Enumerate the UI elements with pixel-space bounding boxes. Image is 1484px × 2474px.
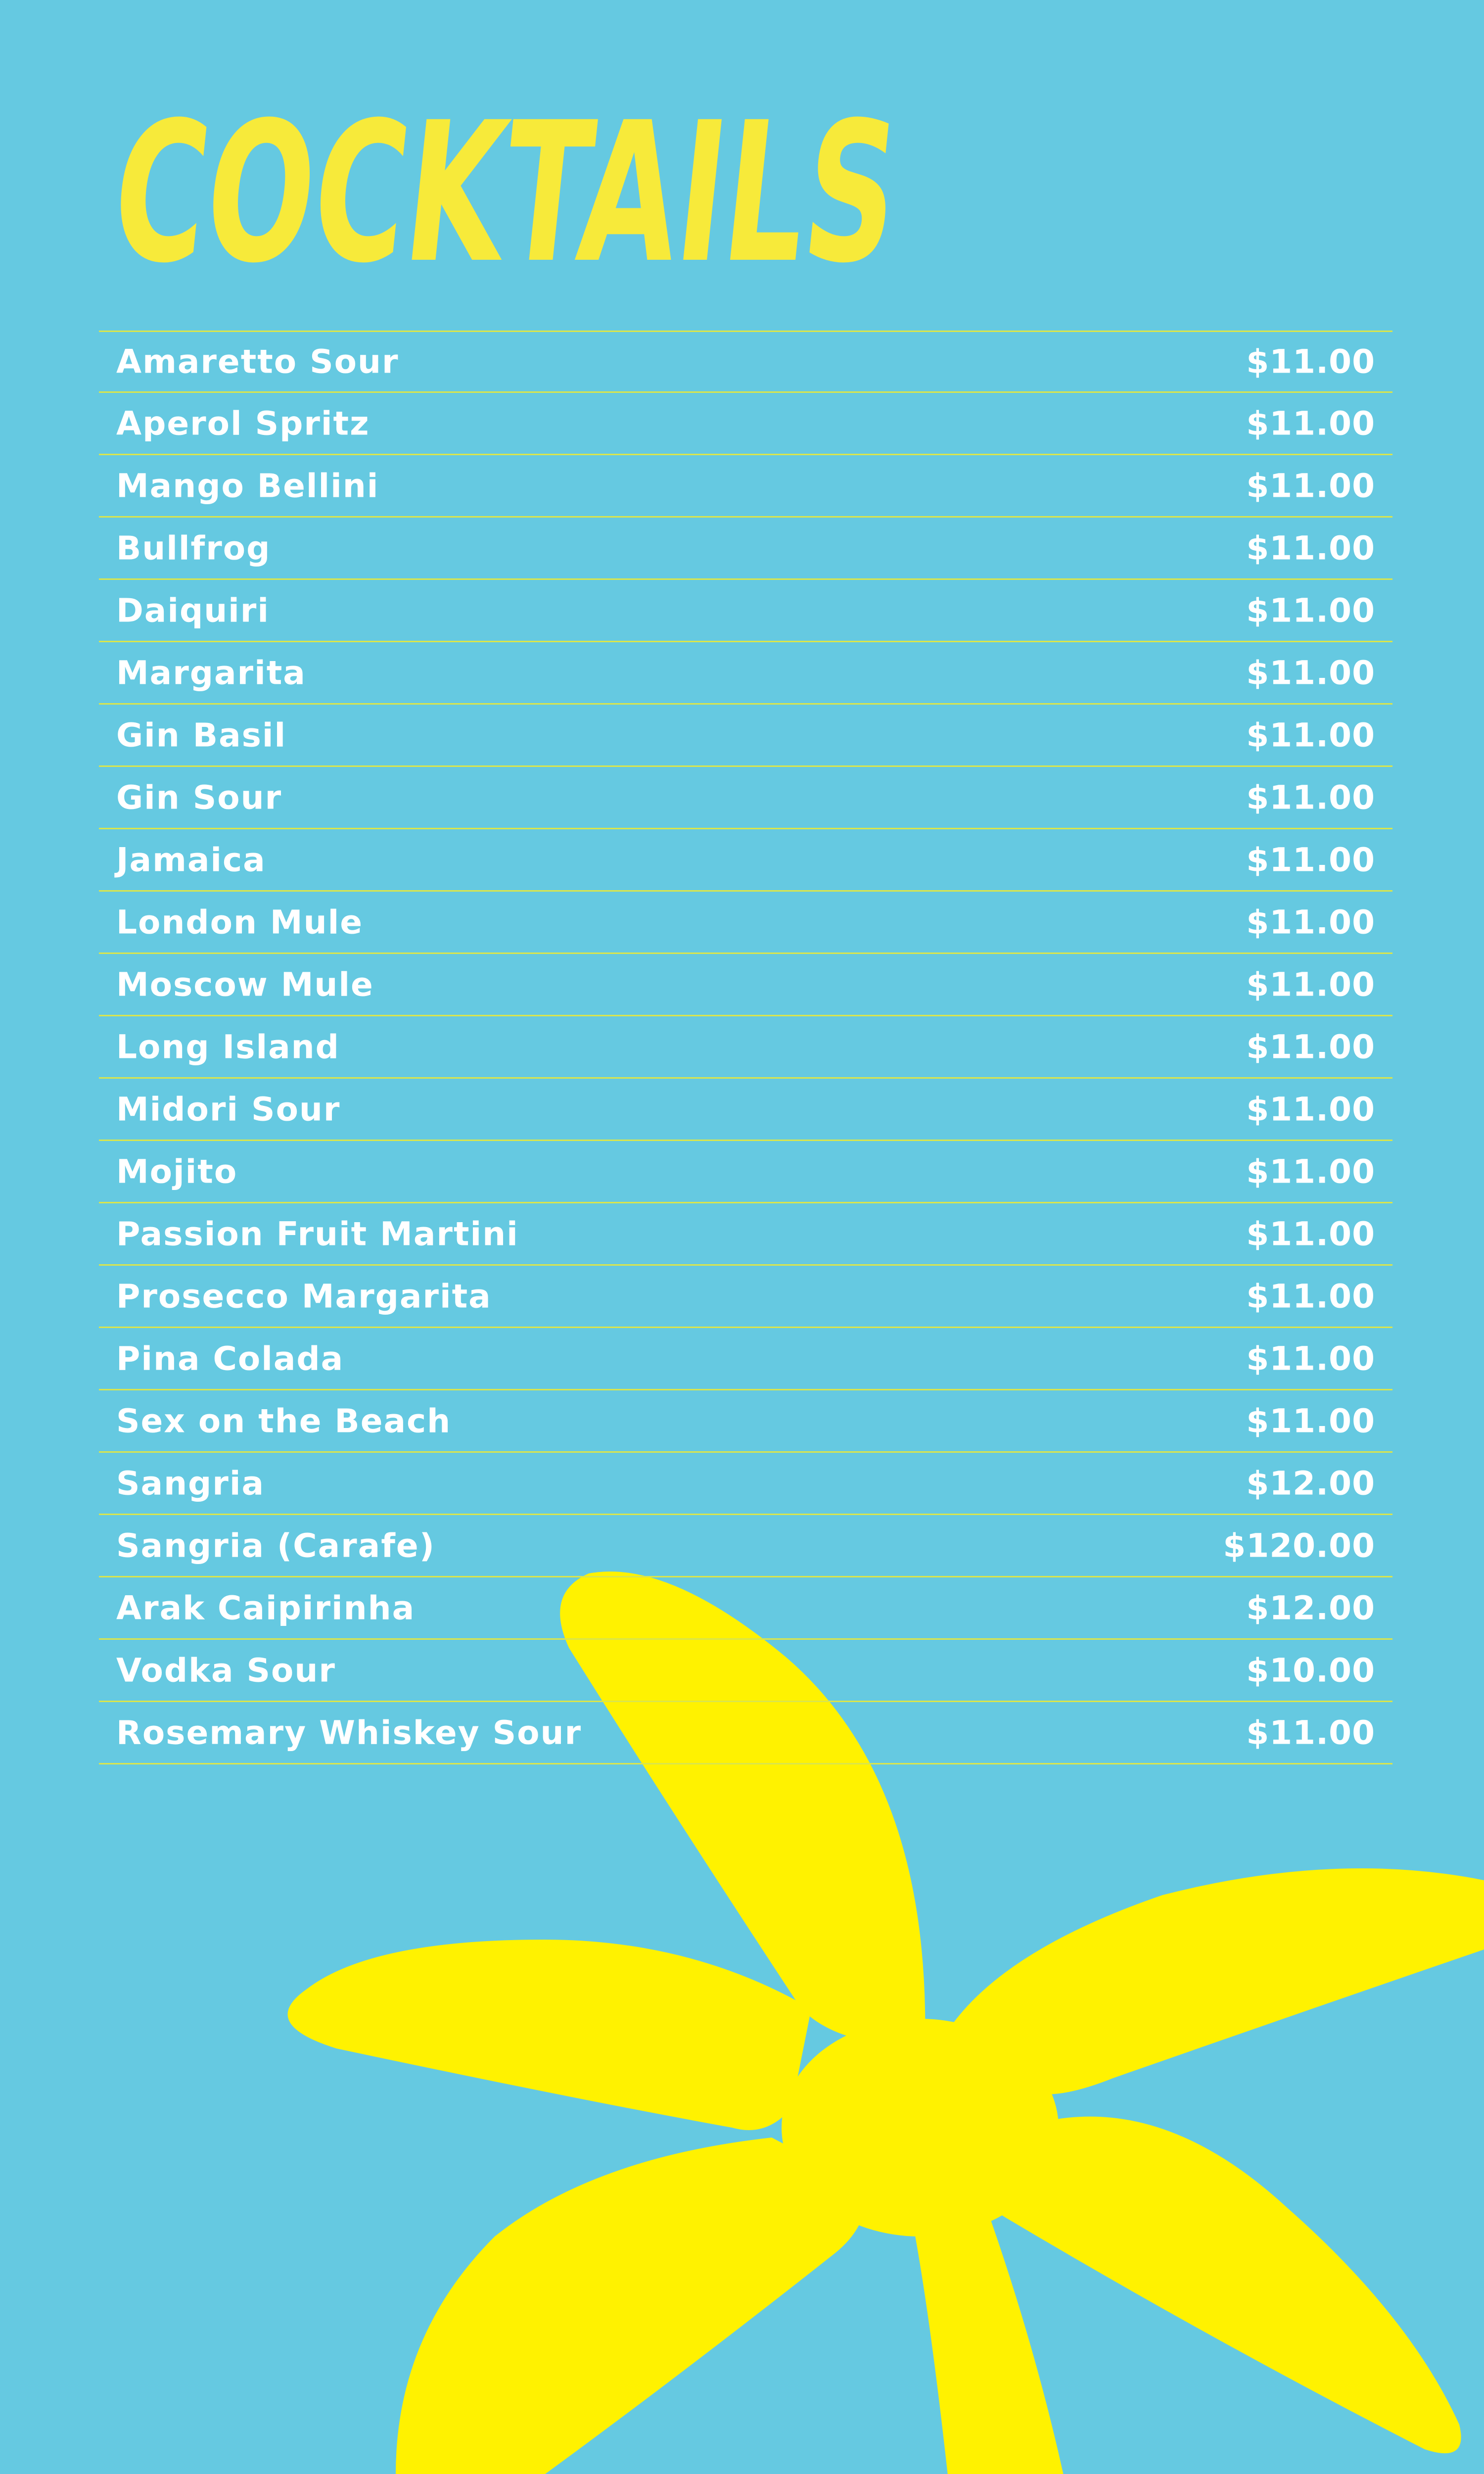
menu-item-name: Prosecco Margarita [116, 1277, 492, 1315]
menu-item-name: Amaretto Sour [116, 342, 399, 381]
menu-item-price: $11.00 [1246, 654, 1375, 692]
menu-item [99, 580, 1392, 642]
menu-item-price: $11.00 [1246, 404, 1375, 442]
menu-item-price: $11.00 [1246, 903, 1375, 941]
menu-item [99, 1640, 1392, 1702]
menu-item-price: $11.00 [1246, 1152, 1375, 1190]
menu-item [99, 1453, 1392, 1515]
menu-item [99, 1390, 1392, 1453]
menu-item [99, 767, 1392, 829]
menu-item-name: Midori Sour [116, 1090, 341, 1128]
menu-item [99, 1702, 1392, 1764]
menu-item [99, 642, 1392, 705]
menu-item-price: $11.00 [1246, 1339, 1375, 1378]
menu-item-price: $11.00 [1246, 591, 1375, 629]
menu-item-price: $11.00 [1246, 1402, 1375, 1440]
menu-item [99, 1079, 1392, 1141]
menu-item [99, 1577, 1392, 1640]
menu-item-name: Passion Fruit Martini [116, 1215, 519, 1253]
menu-item-price: $11.00 [1246, 529, 1375, 567]
menu-item-price: $11.00 [1246, 841, 1375, 879]
menu-item-name: Bullfrog [116, 529, 271, 567]
menu-item-name: Long Island [116, 1028, 340, 1066]
menu-item-price: $11.00 [1246, 1090, 1375, 1128]
menu-item-name: Sex on the Beach [116, 1402, 452, 1440]
menu-item-price: $11.00 [1246, 965, 1375, 1003]
menu-item-name: Gin Basil [116, 716, 287, 754]
menu-item-name: Mango Bellini [116, 467, 379, 505]
menu-item-name: Gin Sour [116, 778, 282, 816]
menu-item [99, 331, 1392, 393]
menu-item-name: London Mule [116, 903, 363, 941]
menu-item [99, 1266, 1392, 1328]
menu-item-name: Pina Colada [116, 1339, 344, 1378]
menu-item-price: $10.00 [1246, 1651, 1375, 1689]
menu-item [99, 705, 1392, 767]
menu-item-name: Daiquiri [116, 591, 270, 629]
menu-item [99, 1515, 1392, 1577]
menu-item-price: $11.00 [1246, 1028, 1375, 1066]
menu-item-price: $11.00 [1246, 1713, 1375, 1752]
menu-item-price: $11.00 [1246, 467, 1375, 505]
menu-item-name: Jamaica [116, 841, 266, 879]
menu-item-price: $11.00 [1246, 778, 1375, 816]
menu-item-price: $11.00 [1246, 1277, 1375, 1315]
menu-item-name: Arak Caipirinha [116, 1589, 416, 1627]
menu-item [99, 829, 1392, 892]
menu-item-price: $12.00 [1246, 1464, 1375, 1502]
menu-item-price: $11.00 [1246, 716, 1375, 754]
menu-item [99, 1328, 1392, 1390]
menu-item-price: $12.00 [1246, 1589, 1375, 1627]
menu-item-name: Mojito [116, 1152, 238, 1190]
menu-item [99, 518, 1392, 580]
menu-item [99, 455, 1392, 518]
menu-item [99, 1141, 1392, 1203]
menu-item-name: Sangria [116, 1464, 265, 1502]
title-text: COCKTAILS [103, 81, 1323, 306]
menu-item-name: Margarita [116, 654, 306, 692]
menu-item-name: Sangria (Carafe) [116, 1526, 435, 1565]
menu-item [99, 393, 1392, 455]
menu-item-name: Moscow Mule [116, 965, 374, 1003]
menu-item-name: Rosemary Whiskey Sour [116, 1713, 582, 1752]
menu-item-price: $11.00 [1246, 1215, 1375, 1253]
menu-item [99, 1016, 1392, 1079]
menu-item-price: $120.00 [1223, 1526, 1375, 1565]
menu-item [99, 1203, 1392, 1266]
menu-item-price: $11.00 [1246, 342, 1375, 381]
menu-item [99, 954, 1392, 1016]
menu-item-name: Aperol Spritz [116, 404, 370, 442]
menu-item-name: Vodka Sour [116, 1651, 336, 1689]
menu-item [99, 892, 1392, 954]
cocktail-menu-list [99, 331, 1392, 1764]
page-title [103, 81, 1323, 306]
